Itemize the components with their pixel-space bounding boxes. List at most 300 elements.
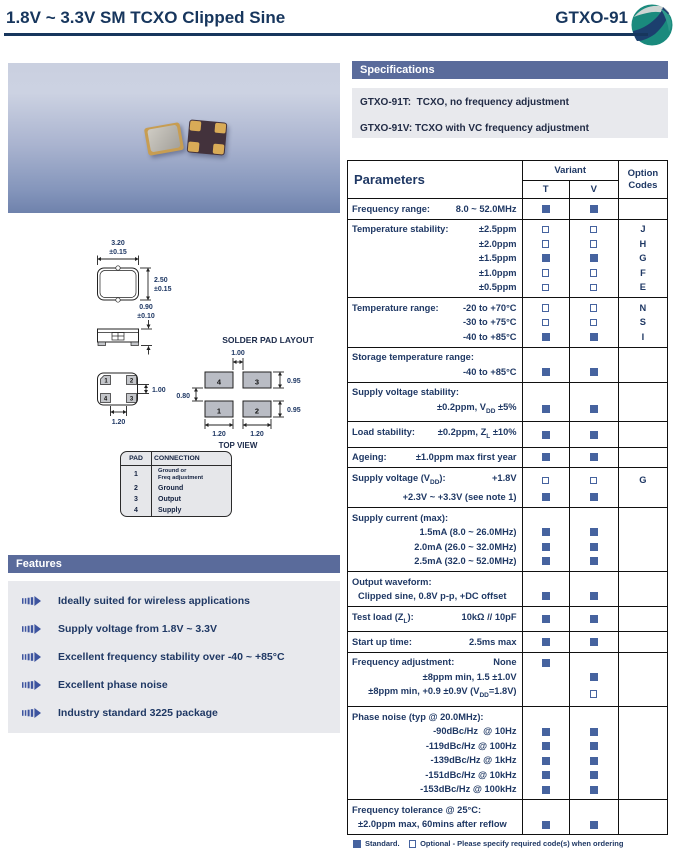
dim-layout-pad-height2-label: 0.95	[287, 407, 301, 414]
parameter-cell: 1.5mA (8.0 ~ 26.0MHz)	[348, 525, 523, 540]
parameter-cell: ±0.5ppm	[348, 280, 523, 298]
solder-pad-layout	[176, 350, 300, 450]
dim-width-label: 3.20	[111, 240, 125, 247]
variant-v-cell	[569, 707, 618, 725]
parameter-cell: -153dBc/Hz @ 100kHz	[348, 782, 523, 800]
spec-table-row-line	[348, 739, 668, 754]
feature-item	[22, 622, 340, 636]
col-header-option-codes	[618, 161, 667, 199]
parameter-cell: 2.5mA (32.0 ~ 52.0MHz)	[348, 554, 523, 572]
parameter-cell: -30 to +75°C	[348, 315, 523, 330]
feature-item	[22, 678, 340, 692]
variant-v-cell	[569, 382, 618, 400]
variant-t-cell	[522, 632, 569, 653]
option-code-cell: I	[618, 330, 667, 348]
option-code-cell	[618, 724, 667, 739]
option-code-cell	[618, 670, 667, 685]
variant-t-cell	[522, 753, 569, 768]
variant-t-cell	[522, 739, 569, 754]
variant-v-cell	[569, 266, 618, 281]
spec-table-row-line	[348, 490, 668, 508]
filled-square-icon	[542, 254, 550, 262]
parameter-cell: Clipped sine, 0.8V p-p, +DC offset	[348, 589, 523, 607]
chip-pad	[213, 144, 225, 155]
pad-table-row	[121, 483, 231, 494]
dim-thickness-label: 0.90	[139, 304, 153, 311]
filled-square-icon	[590, 592, 598, 600]
spec-table-row-line	[348, 508, 668, 526]
variant-t-cell	[522, 589, 569, 607]
option-codes-line1: Option	[627, 168, 659, 180]
variant-t-cell	[522, 768, 569, 783]
variant-v-cell	[569, 468, 618, 490]
variant-t-cell	[522, 508, 569, 526]
variant-v-cell	[569, 739, 618, 754]
filled-square-icon	[542, 557, 550, 565]
variant-t-cell	[522, 315, 569, 330]
pad-table-row	[121, 494, 231, 505]
option-code-cell	[618, 817, 667, 835]
variant-v-cell	[569, 670, 618, 685]
spec-table-row-line	[348, 400, 668, 422]
spec-table-row-line	[348, 447, 668, 468]
variant-t-cell	[522, 490, 569, 508]
variant-v-description: GTXO-91V: TCXO with VC frequency adjustment	[360, 123, 589, 134]
filled-square-icon	[542, 205, 550, 213]
product-photo	[8, 63, 340, 213]
parameter-cell: Start up time: 2.5ms max	[348, 632, 523, 653]
parameter-cell: Storage temperature range:	[348, 347, 523, 365]
arrow-bullet-icon	[22, 596, 41, 606]
dim-layout-pad-width1-label: 1.20	[212, 431, 226, 438]
filled-square-icon	[590, 543, 598, 551]
pad-col-header: PAD	[121, 452, 152, 466]
filled-square-icon	[590, 453, 598, 461]
option-code-cell: N	[618, 298, 667, 316]
variant-t-cell	[522, 199, 569, 220]
features-panel	[8, 581, 340, 733]
table-legend	[353, 839, 668, 848]
variant-v-cell	[569, 753, 618, 768]
variant-v-cell	[569, 199, 618, 220]
mechanical-drawings	[0, 225, 345, 455]
parameter-cell: -40 to +85°C	[348, 365, 523, 383]
open-square-icon	[542, 304, 550, 312]
variant-v-cell	[569, 652, 618, 670]
variant-t-description: GTXO-91T: TCXO, no frequency adjustment	[360, 97, 569, 108]
feature-item	[22, 706, 340, 720]
option-code-cell	[618, 589, 667, 607]
variant-v-cell	[569, 572, 618, 590]
parameter-cell: -119dBc/Hz @ 100Hz	[348, 739, 523, 754]
variant-t-cell	[522, 670, 569, 685]
variant-v-cell	[569, 768, 618, 783]
option-code-cell	[618, 365, 667, 383]
variant-t-cell	[522, 782, 569, 800]
pad-connection: Ground	[158, 485, 184, 492]
variant-v-cell	[569, 540, 618, 555]
variant-v-cell	[569, 782, 618, 800]
variant-t-cell	[522, 219, 569, 237]
pad-table-row	[121, 466, 231, 483]
variant-t-cell	[522, 707, 569, 725]
solder-pad-layout-title: SOLDER PAD LAYOUT	[222, 335, 314, 345]
feature-text: Excellent frequency stability over -40 ~ +85°C	[58, 651, 285, 663]
parameter-cell: Supply current (max):	[348, 508, 523, 526]
parameter-cell: -40 to +85°C	[348, 330, 523, 348]
option-code-cell	[618, 490, 667, 508]
open-square-icon	[542, 319, 550, 327]
filled-square-icon	[590, 821, 598, 829]
filled-square-icon	[542, 368, 550, 376]
option-code-cell	[618, 652, 667, 670]
dim-thickness-tol-label: ±0.10	[137, 313, 155, 320]
chip-pad	[190, 120, 202, 131]
specifications-section-header: Specifications	[352, 61, 668, 79]
filled-square-icon	[542, 615, 550, 623]
col-header-variant-t: T	[522, 181, 569, 199]
filled-square-icon	[542, 592, 550, 600]
bottom-pad-4-label: 4	[103, 396, 108, 403]
variant-t-cell	[522, 607, 569, 632]
arrow-bullet-icon	[22, 624, 41, 634]
bottom-pad-2-label: 2	[129, 378, 134, 385]
filled-square-icon	[542, 453, 550, 461]
option-code-cell: J	[618, 219, 667, 237]
open-square-icon	[590, 284, 598, 292]
filled-square-icon	[542, 742, 550, 750]
parameter-cell: Temperature stability: ±2.5ppm	[348, 219, 523, 237]
option-code-cell	[618, 540, 667, 555]
layout-pad-3-label: 3	[254, 377, 260, 387]
dim-height-label: 2.50	[154, 277, 168, 284]
spec-table-row-line	[348, 280, 668, 298]
company-logo-icon	[631, 4, 673, 46]
spec-table-row-line	[348, 382, 668, 400]
variant-v-cell	[569, 298, 618, 316]
option-code-cell	[618, 199, 667, 220]
option-code-cell: G	[618, 468, 667, 490]
spec-table-row-line	[348, 652, 668, 670]
variant-t-cell	[522, 540, 569, 555]
layout-pad-1-label: 1	[216, 406, 222, 416]
arrow-bullet-icon	[22, 652, 41, 662]
open-square-icon	[590, 226, 598, 234]
filled-square-icon	[590, 757, 598, 765]
pad-connection	[152, 466, 231, 483]
filled-square-icon	[542, 659, 550, 667]
spec-table-row-line	[348, 684, 668, 706]
page-title: 1.8V ~ 3.3V SM TCXO Clipped Sine	[6, 8, 286, 27]
variant-t-cell	[522, 330, 569, 348]
variant-t-cell	[522, 422, 569, 447]
feature-text: Industry standard 3225 package	[58, 707, 218, 719]
variant-v-cell	[569, 525, 618, 540]
option-code-cell	[618, 632, 667, 653]
option-code-cell	[618, 782, 667, 800]
filled-square-icon	[542, 543, 550, 551]
pad-connection-line1: Ground or	[158, 468, 187, 474]
variant-t-cell	[522, 447, 569, 468]
col-header-variant-v: V	[569, 181, 618, 199]
parameter-cell: -90dBc/Hz @ 10Hz	[348, 724, 523, 739]
spec-table-row-line	[348, 251, 668, 266]
variant-t-cell	[522, 347, 569, 365]
pad-connection-table	[120, 451, 232, 517]
variant-v-cell	[569, 422, 618, 447]
package-side-view	[98, 304, 155, 355]
spec-table-row-line	[348, 422, 668, 447]
pad-number: 2	[121, 483, 152, 494]
col-header-parameters: Parameters	[348, 161, 523, 199]
tcxo-chip-top-photo	[144, 122, 184, 156]
feature-item	[22, 594, 340, 608]
filled-square-icon	[590, 431, 598, 439]
filled-square-icon	[542, 431, 550, 439]
variant-t-cell	[522, 365, 569, 383]
parameter-cell: Frequency range: 8.0 ~ 52.0MHz	[348, 199, 523, 220]
filled-square-icon	[542, 757, 550, 765]
filled-square-icon	[590, 333, 598, 341]
open-square-icon	[590, 477, 598, 485]
spec-table-row-line	[348, 632, 668, 653]
spec-table-row-line	[348, 707, 668, 725]
option-code-cell	[618, 422, 667, 447]
variant-v-cell	[569, 237, 618, 252]
variant-v-cell	[569, 219, 618, 237]
filled-square-icon	[590, 742, 598, 750]
parameter-cell: ±1.0ppm	[348, 266, 523, 281]
tcxo-chip-bottom-photo	[187, 119, 228, 155]
variant-v-cell	[569, 400, 618, 422]
option-code-cell	[618, 447, 667, 468]
variant-t-cell	[522, 280, 569, 298]
arrow-bullet-icon	[22, 680, 41, 690]
parameter-cell: 2.0mA (26.0 ~ 32.0MHz)	[348, 540, 523, 555]
legend-optional-label: Optional - Please specify required code(s) when ordering	[420, 839, 624, 848]
variant-t-cell	[522, 382, 569, 400]
filled-square-icon	[590, 673, 598, 681]
spec-table-row-line	[348, 298, 668, 316]
feature-text: Ideally suited for wireless applications	[58, 595, 250, 607]
dim-layout-left-gap-label: 0.80	[176, 393, 190, 400]
parameter-cell: Supply voltage stability:	[348, 382, 523, 400]
variant-t-cell	[522, 525, 569, 540]
parameter-cell: ±2.0ppm max, 60mins after reflow	[348, 817, 523, 835]
product-name: GTXO-91	[555, 8, 628, 27]
variant-v-cell	[569, 447, 618, 468]
spec-table-row-line	[348, 365, 668, 383]
col-header-variant: Variant	[522, 161, 618, 181]
open-square-icon	[542, 284, 550, 292]
option-code-cell: S	[618, 315, 667, 330]
dim-bottom-pitch-label: 1.20	[111, 419, 126, 426]
open-square-icon	[542, 226, 550, 234]
package-bottom-view	[98, 373, 166, 426]
open-square-icon	[542, 240, 550, 248]
variant-description-panel	[352, 88, 668, 138]
spec-table-row-line	[348, 525, 668, 540]
feature-item	[22, 650, 340, 664]
parameter-cell: ±0.2ppm, $V_{DD} \pm 5\%$	[348, 400, 523, 422]
variant-t-cell	[522, 298, 569, 316]
open-square-icon	[409, 840, 417, 848]
filled-square-icon	[590, 528, 598, 536]
option-code-cell	[618, 768, 667, 783]
variant-t-cell	[522, 652, 569, 670]
spec-table-row-line	[348, 800, 668, 818]
variant-t-cell	[522, 817, 569, 835]
pad-number: 4	[121, 505, 152, 516]
bottom-pad-1-label: 1	[104, 378, 108, 385]
parameter-cell: ±1.5ppm	[348, 251, 523, 266]
spec-table-row-line	[348, 315, 668, 330]
filled-square-icon	[590, 557, 598, 565]
open-square-icon	[590, 319, 598, 327]
filled-square-icon	[542, 528, 550, 536]
variant-v-cell	[569, 315, 618, 330]
pad-number: 1	[121, 466, 152, 483]
pad-number: 3	[121, 494, 152, 505]
option-code-cell	[618, 607, 667, 632]
variant-v-cell	[569, 632, 618, 653]
variant-v-cell	[569, 280, 618, 298]
parameter-cell: Frequency tolerance @ 25°C:	[348, 800, 523, 818]
chip-lid	[147, 125, 181, 153]
option-code-cell	[618, 347, 667, 365]
feature-text: Excellent phase noise	[58, 679, 168, 691]
filled-square-icon	[590, 405, 598, 413]
dim-layout-pad-height1-label: 0.95	[287, 378, 301, 385]
spec-table-row-line	[348, 670, 668, 685]
filled-square-icon	[542, 821, 550, 829]
package-top-view	[98, 240, 172, 302]
open-square-icon	[542, 477, 550, 485]
open-square-icon	[590, 269, 598, 277]
features-section-header: Features	[8, 555, 340, 573]
filled-square-icon	[542, 493, 550, 501]
arrow-bullet-icon	[22, 708, 41, 718]
open-square-icon	[590, 304, 598, 312]
parameter-cell: Test load $(Z_L)$: 10kΩ // 10pF	[348, 607, 523, 632]
feature-text: Supply voltage from 1.8V ~ 3.3V	[58, 623, 218, 635]
spec-table-row-line	[348, 589, 668, 607]
open-square-icon	[590, 240, 598, 248]
variant-v-cell	[569, 347, 618, 365]
variant-v-cell	[569, 330, 618, 348]
spec-table-row-line	[348, 266, 668, 281]
option-code-cell	[618, 739, 667, 754]
header-rule	[4, 33, 648, 36]
layout-pad-2-label: 2	[254, 406, 260, 416]
option-code-cell	[618, 753, 667, 768]
specifications-table	[347, 160, 668, 835]
pad-connection-line2: Freq adjustment	[158, 474, 204, 481]
variant-v-cell	[569, 817, 618, 835]
parameter-cell: Frequency adjustment: None	[348, 652, 523, 670]
chip-pad	[188, 141, 200, 152]
filled-square-icon	[542, 728, 550, 736]
variant-v-cell	[569, 508, 618, 526]
parameter-cell: -151dBc/Hz @ 10kHz	[348, 768, 523, 783]
spec-table-row-line	[348, 782, 668, 800]
filled-square-icon	[353, 840, 361, 848]
filled-square-icon	[590, 493, 598, 501]
dim-bottom-gap-label: 1.00	[152, 387, 166, 394]
parameter-cell: +2.3V ~ +3.3V (see note 1)	[348, 490, 523, 508]
option-code-cell	[618, 684, 667, 706]
parameter-cell: ±8ppm min, 1.5 ±1.0V	[348, 670, 523, 685]
spec-table-row-line	[348, 237, 668, 252]
variant-t-cell	[522, 724, 569, 739]
parameter-cell: Phase noise (typ @ 20.0MHz):	[348, 707, 523, 725]
parameter-cell: Load stability: ±0.2ppm, $Z_L \pm 10\%$	[348, 422, 523, 447]
spec-table-row-line	[348, 572, 668, 590]
spec-table-row-line	[348, 753, 668, 768]
option-codes-line2: Codes	[628, 179, 658, 191]
filled-square-icon	[590, 205, 598, 213]
open-square-icon	[542, 269, 550, 277]
option-code-cell	[618, 508, 667, 526]
variant-t-cell	[522, 237, 569, 252]
parameter-cell: ±8ppm min, +0.9 ±0.9V $(V_{DD}=1.8V)$	[348, 684, 523, 706]
parameter-cell: Temperature range: -20 to +70°C	[348, 298, 523, 316]
variant-t-cell	[522, 572, 569, 590]
spec-table-row-line	[348, 724, 668, 739]
spec-table-row-line	[348, 199, 668, 220]
variant-t-cell	[522, 400, 569, 422]
filled-square-icon	[542, 638, 550, 646]
option-code-cell	[618, 525, 667, 540]
filled-square-icon	[590, 254, 598, 262]
variant-t-cell	[522, 266, 569, 281]
option-code-cell	[618, 382, 667, 400]
layout-pad-4-label: 4	[216, 377, 222, 387]
variant-v-cell	[569, 724, 618, 739]
spec-table-row-line	[348, 540, 668, 555]
spec-table-row-line	[348, 219, 668, 237]
specifications-column	[347, 61, 668, 848]
variant-v-cell	[569, 800, 618, 818]
variant-t-cell	[522, 684, 569, 706]
option-code-cell	[618, 400, 667, 422]
option-code-cell: G	[618, 251, 667, 266]
connection-col-header: CONNECTION	[152, 452, 231, 466]
variant-v-cell	[569, 684, 618, 706]
spec-table-row-line	[348, 817, 668, 835]
spec-table-row-line	[348, 468, 668, 490]
spec-table-row-line	[348, 347, 668, 365]
filled-square-icon	[542, 405, 550, 413]
dim-layout-pad-width2-label: 1.20	[250, 431, 264, 438]
filled-square-icon	[590, 368, 598, 376]
variant-t-cell	[522, 554, 569, 572]
pad-connection: Supply	[158, 507, 182, 514]
spec-table-row-line	[348, 554, 668, 572]
variant-v-cell	[569, 365, 618, 383]
filled-square-icon	[590, 728, 598, 736]
filled-square-icon	[590, 638, 598, 646]
option-code-cell	[618, 572, 667, 590]
spec-table-row-line	[348, 607, 668, 632]
parameter-cell: ±2.0ppm	[348, 237, 523, 252]
filled-square-icon	[590, 615, 598, 623]
variant-v-cell	[569, 251, 618, 266]
dim-layout-top-gap-label: 1.00	[231, 350, 245, 357]
filled-square-icon	[542, 771, 550, 779]
filled-square-icon	[542, 786, 550, 794]
dim-width-tol-label: ±0.15	[109, 249, 127, 256]
